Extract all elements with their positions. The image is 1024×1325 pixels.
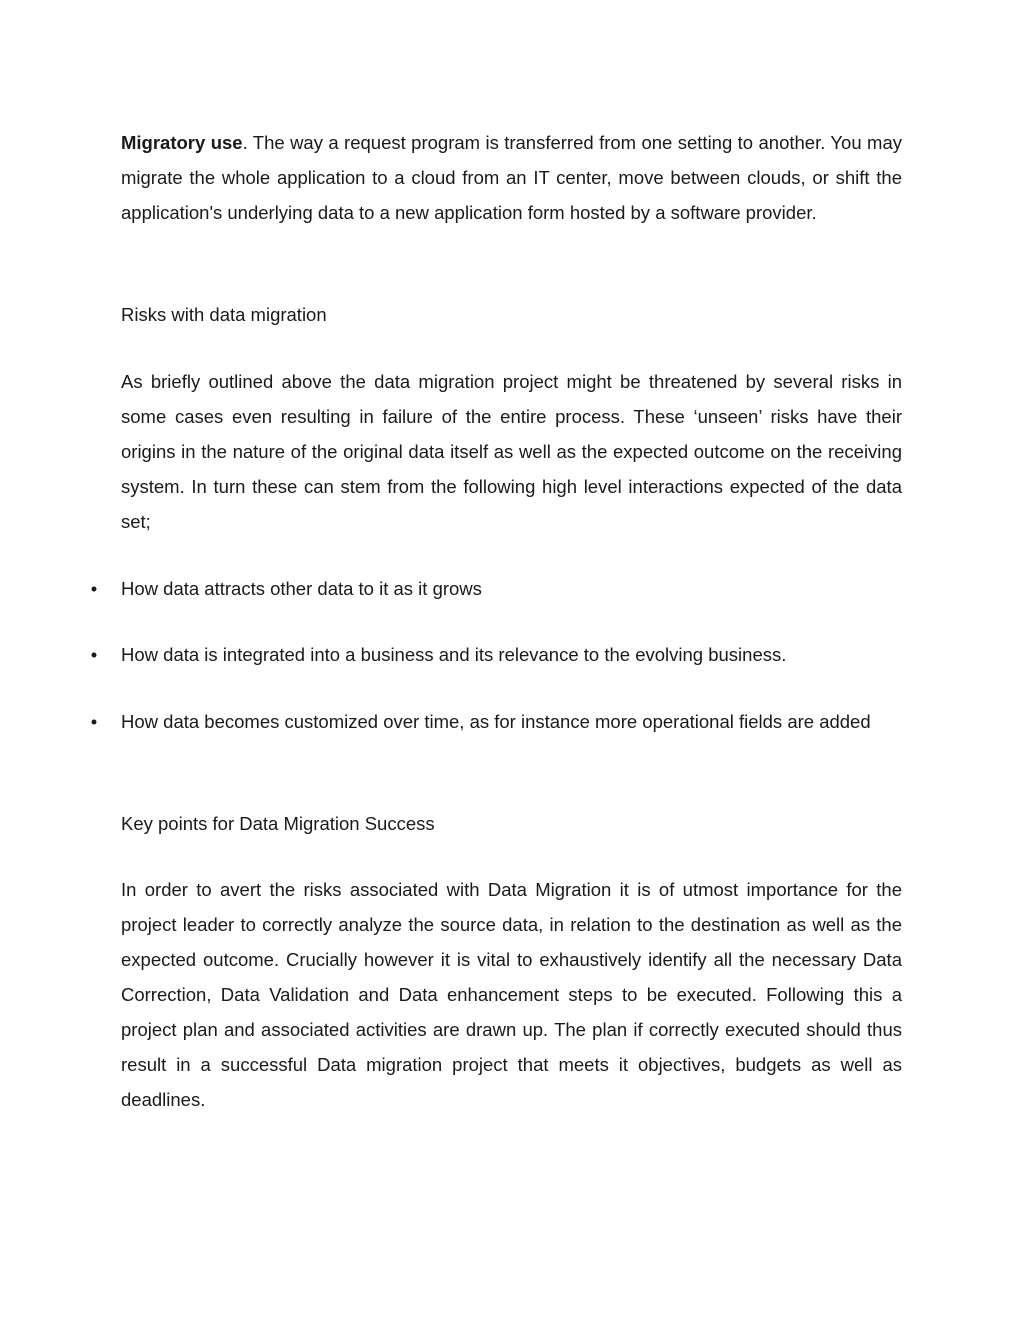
bullet-icon: • <box>90 711 98 732</box>
bullet-icon: • <box>90 644 98 665</box>
heading-risks: Risks with data migration <box>121 304 327 325</box>
bullet-icon: • <box>90 578 98 599</box>
paragraph-migratory-use-text: . The way a request program is transferred from one setting to another. You may migrate the whole application to a cloud from an IT center, move between clouds, or shift the application's underlying data to a new application form hosted by a software provider. <box>121 132 902 223</box>
paragraph-key-points: In order to avert the risks associated with Data Migration it is of utmost importance for the project leader to correctly analyze the source data, in relation to the destination as well as the expected outcome. Crucially however it is vital to exhaustively identify all the necessary Data Correction, Data Validation and Data enhancement steps to be executed. Following this a project plan and associated activities are drawn up. The plan if correctly executed should thus result in a successful Data migration project that meets it objectives, budgets as well as deadlines. <box>121 879 902 1110</box>
bullet-text: How data is integrated into a business and its relevance to the evolving business. <box>121 644 787 665</box>
paragraph-migratory-use <box>121 125 902 230</box>
term-migratory-use: Migratory use <box>121 132 243 153</box>
paragraph-risks: As briefly outlined above the data migration project might be threatened by several risks in some cases even resulting in failure of the entire process. These ‘unseen’ risks have their origins in the nature of the original data itself as well as the expected outcome on the receiving system. In turn these can stem from the following high level interactions expected of the data set; <box>121 371 902 532</box>
bullet-text: How data becomes customized over time, as for instance more operational fields are added <box>121 711 871 732</box>
heading-key-points: Key points for Data Migration Success <box>121 813 435 834</box>
bullet-text: How data attracts other data to it as it grows <box>121 578 482 599</box>
